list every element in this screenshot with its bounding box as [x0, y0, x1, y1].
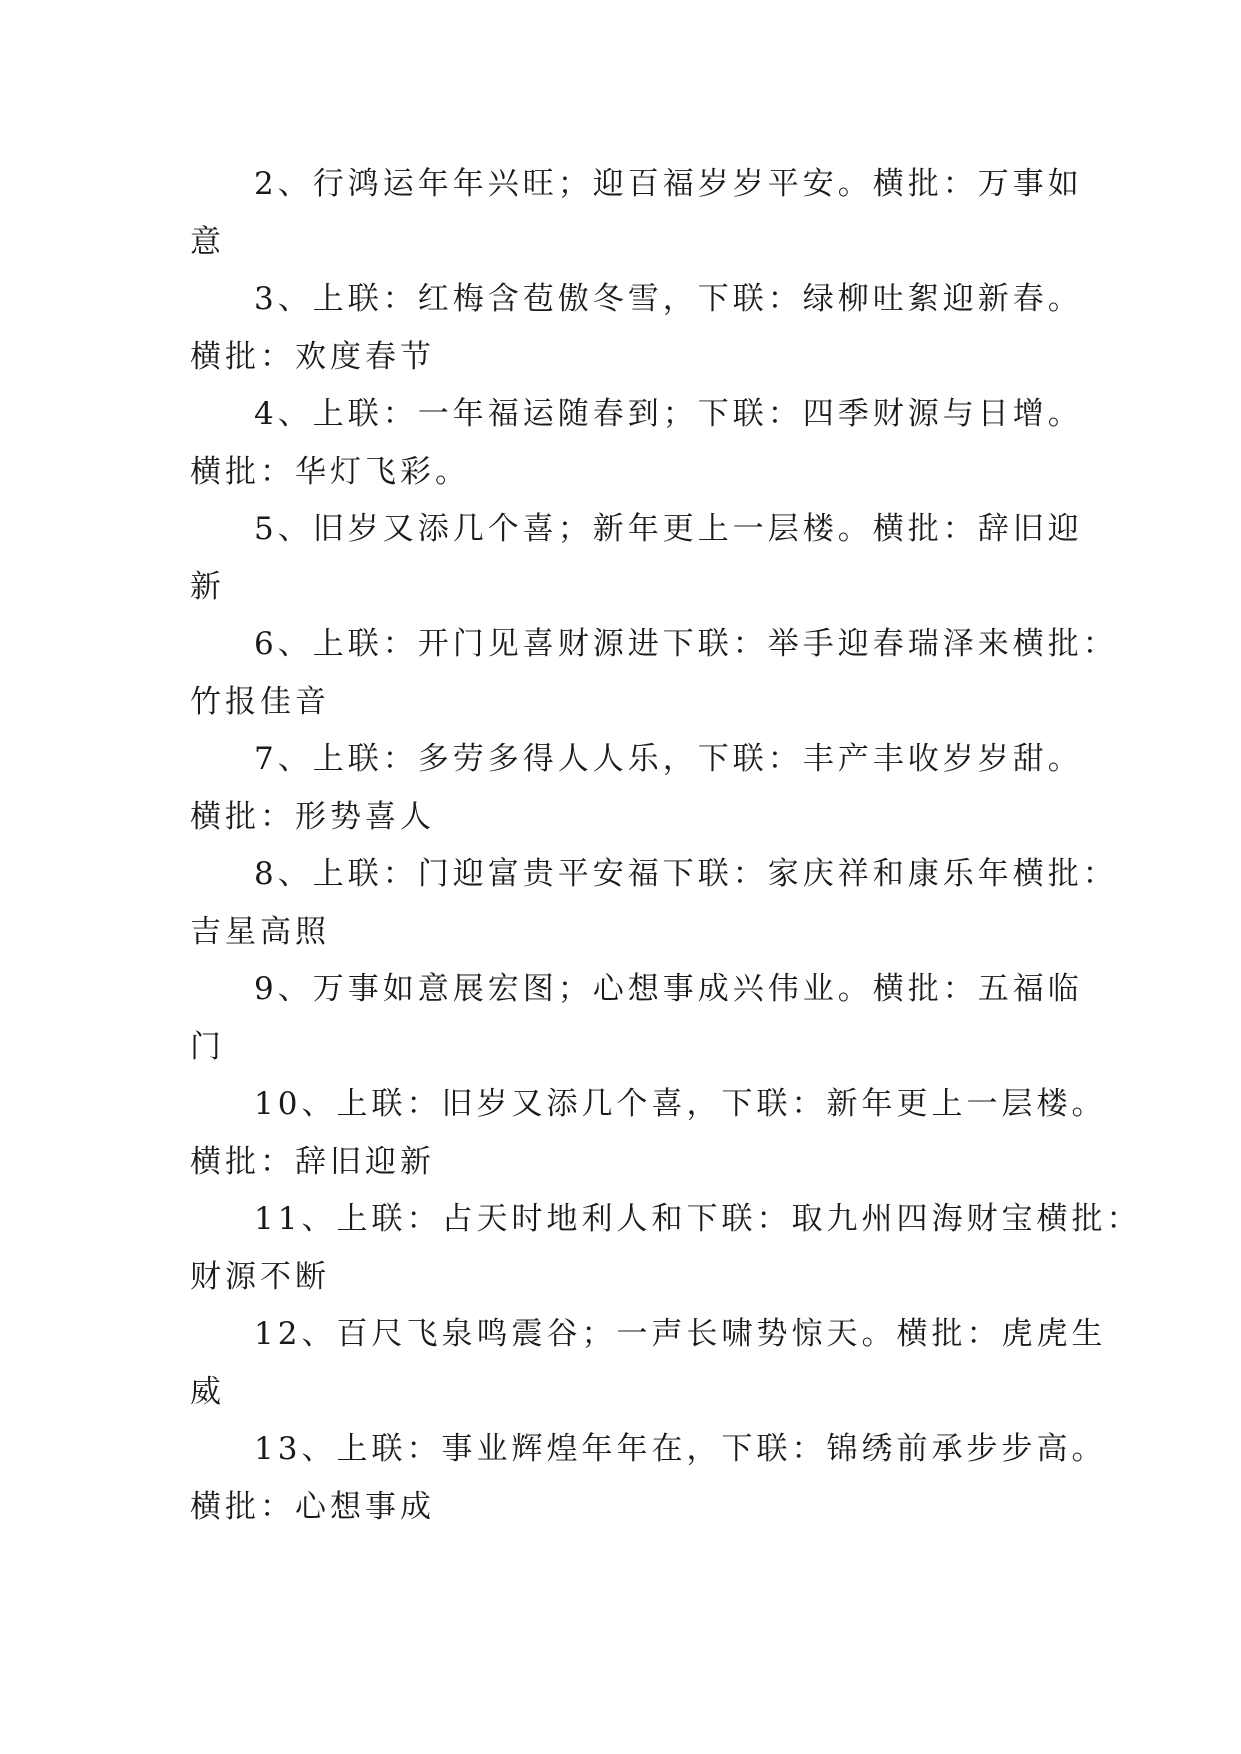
couplet-entry-7	[190, 730, 1083, 846]
entry-line-2: 新	[190, 569, 225, 605]
couplet-entry-2	[190, 155, 1083, 271]
entry-line-1: 7、上联：多劳多得人人乐，下联：丰产丰收岁岁甜。	[254, 741, 1083, 777]
entry-line-1: 10、上联：旧岁又添几个喜，下联：新年更上一层楼。	[254, 1086, 1107, 1122]
couplet-entry-11	[190, 1190, 1142, 1306]
entry-line-2: 横批：心想事成	[190, 1489, 435, 1525]
couplet-entry-6	[190, 615, 1118, 731]
entry-line-1: 12、百尺飞泉鸣震谷；一声长啸势惊天。横批：虎虎生	[254, 1316, 1107, 1352]
couplet-entry-5	[190, 500, 1083, 616]
entry-line-2: 横批：辞旧迎新	[190, 1144, 435, 1180]
entry-line-2: 横批：欢度春节	[190, 339, 435, 375]
entry-line-1: 8、上联：门迎富贵平安福下联：家庆祥和康乐年横批：	[254, 856, 1118, 892]
entry-line-1: 3、上联：红梅含苞傲冬雪，下联：绿柳吐絮迎新春。	[254, 281, 1083, 317]
couplet-entry-12	[190, 1305, 1107, 1421]
entry-line-2: 威	[190, 1374, 225, 1410]
entry-line-1: 5、旧岁又添几个喜；新年更上一层楼。横批：辞旧迎	[254, 511, 1083, 547]
entry-line-2: 横批：形势喜人	[190, 799, 435, 835]
entry-line-1: 11、上联：占天时地利人和下联：取九州四海财宝横批：	[254, 1201, 1142, 1237]
entry-line-2: 财源不断	[190, 1259, 330, 1295]
couplet-entry-10	[190, 1075, 1107, 1191]
couplet-entry-3	[190, 270, 1083, 386]
couplet-entry-8	[190, 845, 1118, 961]
couplet-entry-9	[190, 960, 1083, 1076]
entry-line-1: 4、上联：一年福运随春到；下联：四季财源与日增。	[254, 396, 1083, 432]
entry-line-2: 横批：华灯飞彩。	[190, 454, 470, 490]
entry-line-2: 门	[190, 1029, 225, 1065]
entry-line-1: 6、上联：开门见喜财源进下联：举手迎春瑞泽来横批：	[254, 626, 1118, 662]
couplet-entry-13	[190, 1420, 1107, 1536]
couplet-entry-4	[190, 385, 1083, 501]
entry-line-1: 9、万事如意展宏图；心想事成兴伟业。横批：五福临	[254, 971, 1083, 1007]
entry-line-2: 吉星高照	[190, 914, 330, 950]
entry-line-2: 意	[190, 224, 225, 260]
entry-line-2: 竹报佳音	[190, 684, 330, 720]
entry-line-1: 13、上联：事业辉煌年年在，下联：锦绣前承步步高。	[254, 1431, 1107, 1467]
entry-line-1: 2、行鸿运年年兴旺；迎百福岁岁平安。横批：万事如	[254, 166, 1083, 202]
